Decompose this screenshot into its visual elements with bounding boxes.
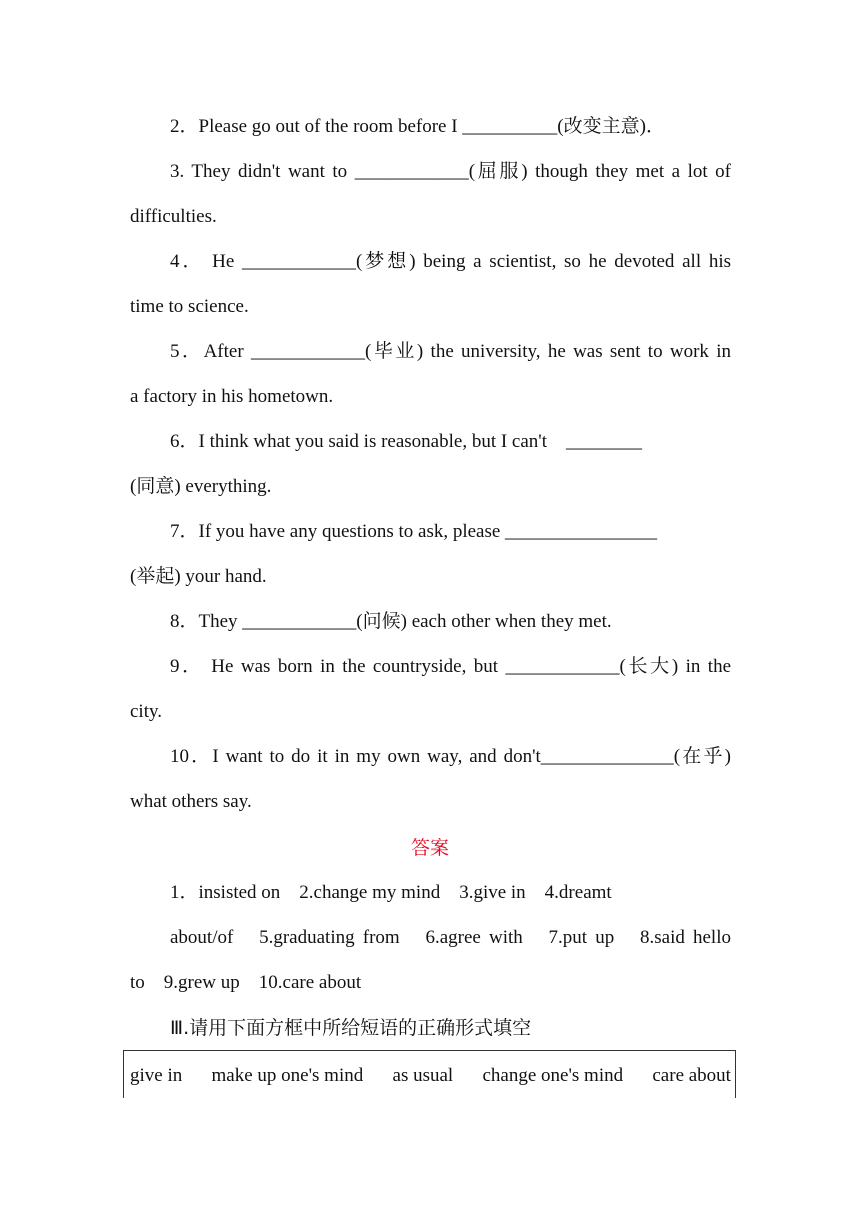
- phrase-item: make up one's mind: [211, 1065, 364, 1086]
- exercise-7-line-1: 7．If you have any questions to ask, please ________________: [170, 521, 658, 542]
- answer-line-1: 1．insisted on 2.change my mind 3.give in 4.dreamt: [170, 882, 612, 903]
- exercise-6-line-2: (同意) everything.: [130, 476, 272, 497]
- exercise-5-line-2: a factory in his hometown.: [130, 386, 334, 407]
- exercise-2-line-1: 2．Please go out of the room before I __________(改变主意)．: [170, 116, 665, 137]
- exercise-6-line-1: 6．I think what you said is reasonable, but I can't ________: [170, 431, 643, 452]
- exercise-9-line-1: 9． He was born in the countryside, but ____________(长大) in the: [170, 656, 731, 677]
- exercise-3-line-2: difficulties.: [130, 206, 217, 227]
- exercise-3-line-1: 3. They didn't want to ____________(屈服) though they met a lot of: [170, 161, 731, 182]
- exercise-9-line-2: city.: [130, 701, 163, 722]
- exercise-8-line-1: 8．They ____________(问候) each other when they met.: [170, 611, 612, 632]
- exercise-4-line-2: time to science.: [130, 296, 249, 317]
- phrase-box: [123, 1050, 736, 1098]
- answer-heading: 答案: [410, 837, 449, 859]
- phrase-list: [130, 1064, 731, 1088]
- phrase-item: give in: [130, 1065, 183, 1086]
- phrase-item: change one's mind: [482, 1065, 624, 1086]
- answer-line-3: to 9.grew up 10.care about: [130, 972, 362, 993]
- phrase-item: as usual: [392, 1065, 454, 1086]
- exercise-10-line-1: 10．I want to do it in my own way, and don't______________(在乎): [170, 746, 731, 767]
- answer-line-2: about/of 5.graduating from 6.agree with 7.put up 8.said hello: [170, 927, 731, 948]
- exercise-4-line-1: 4． He ____________(梦想) being a scientist, so he devoted all his: [170, 251, 731, 272]
- exercise-7-line-2: (举起) your hand.: [130, 566, 267, 587]
- exercise-10-line-2: what others say.: [130, 791, 252, 812]
- phrase-item: care about: [652, 1065, 731, 1086]
- exercise-5-line-1: 5．After ____________(毕业) the university, he was sent to work in: [170, 341, 731, 362]
- section-heading: Ⅲ.请用下面方框中所给短语的正确形式填空: [170, 1017, 532, 1039]
